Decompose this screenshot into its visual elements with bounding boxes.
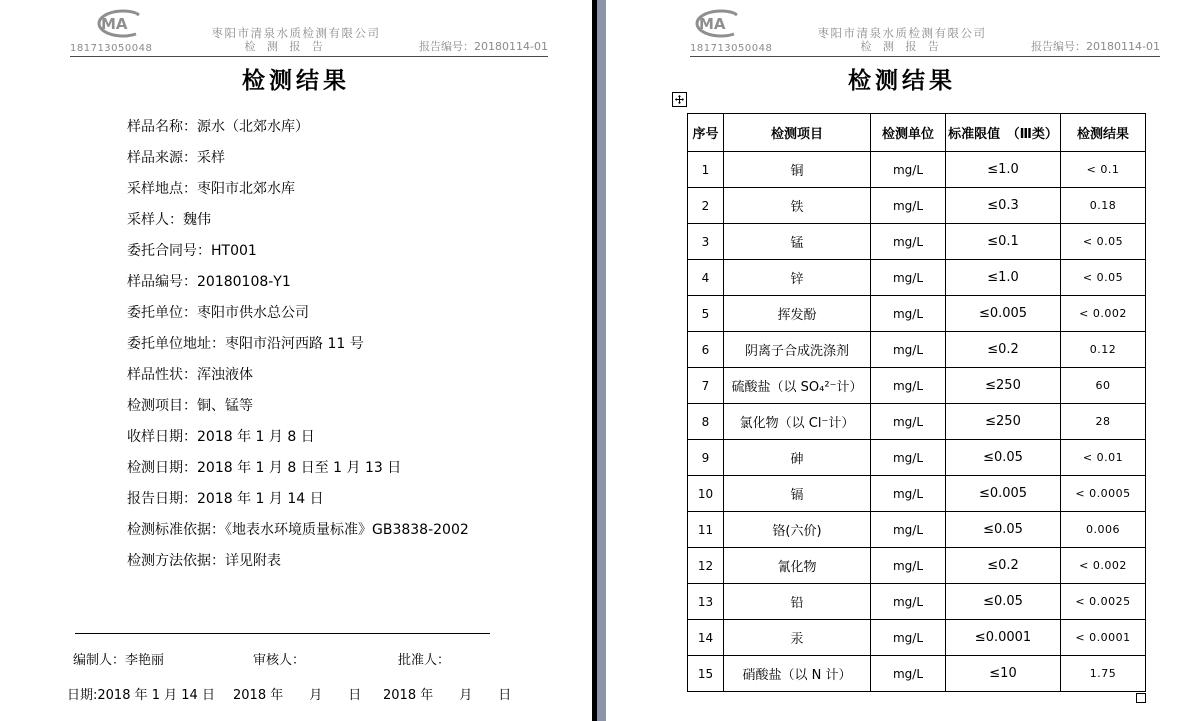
sample-info-line: 样品名称：源水（北郊水库）	[127, 119, 309, 135]
cell-unit: mg/L	[871, 512, 946, 548]
doc-type-label: 检 测 报 告	[244, 40, 327, 53]
approve-date-blank: 2018 年 月 日	[383, 688, 512, 703]
report-number: 报告编号：20180114-01	[1031, 40, 1160, 53]
cell-result: < 0.05	[1061, 260, 1146, 296]
cell-unit: mg/L	[871, 188, 946, 224]
cell-limit: ≤0.05	[946, 440, 1061, 476]
sample-info-line: 样品来源：采样	[127, 150, 225, 166]
table-row	[688, 512, 1146, 548]
cell-unit: mg/L	[871, 260, 946, 296]
review-date-blank: 2018 年 月 日	[233, 688, 362, 703]
cell-no: 9	[688, 440, 724, 476]
cell-no: 13	[688, 584, 724, 620]
cell-no: 2	[688, 188, 724, 224]
sample-info-line: 检测标准依据：《地表水环境质量标准》GB3838-2002	[127, 522, 469, 538]
cell-item: 锰	[724, 224, 871, 260]
cell-limit: ≤0.2	[946, 332, 1061, 368]
prepare-date: 日期:2018 年 1 月 14 日	[67, 688, 215, 703]
signature-divider	[75, 633, 490, 634]
cell-item: 锌	[724, 260, 871, 296]
table-row	[688, 332, 1146, 368]
approver-label: 批准人：	[398, 653, 451, 668]
accreditation-number: 181713050048	[690, 43, 773, 54]
col-header-unit: 检测单位	[871, 114, 946, 152]
cell-no: 10	[688, 476, 724, 512]
header-rule	[690, 38, 1160, 57]
cell-item: 氯化物（以 Cl⁻计）	[724, 404, 871, 440]
results-table	[687, 113, 1146, 692]
sample-info-list	[127, 112, 562, 577]
cell-unit: mg/L	[871, 368, 946, 404]
cell-unit: mg/L	[871, 296, 946, 332]
sample-info-line: 委托单位地址：枣阳市沿河西路 11 号	[127, 336, 364, 352]
cell-limit: ≤250	[946, 404, 1061, 440]
cell-limit: ≤0.05	[946, 584, 1061, 620]
sample-info-line: 样品性状：浑浊液体	[127, 367, 253, 383]
cell-item: 镉	[724, 476, 871, 512]
cell-limit: ≤10	[946, 656, 1061, 692]
cell-unit: mg/L	[871, 152, 946, 188]
move-icon	[675, 95, 684, 104]
page-title: 检测结果	[848, 68, 956, 94]
sample-info-line: 报告日期：2018 年 1 月 14 日	[127, 491, 324, 507]
table-row	[688, 188, 1146, 224]
cell-result: 0.12	[1061, 332, 1146, 368]
report-page-results	[606, 0, 1198, 721]
col-header-result: 检测结果	[1061, 114, 1146, 152]
page-title: 检测结果	[242, 68, 350, 94]
cell-unit: mg/L	[871, 476, 946, 512]
cell-result: < 0.01	[1061, 440, 1146, 476]
table-header-row	[688, 114, 1146, 152]
table-row	[688, 368, 1146, 404]
cell-unit: mg/L	[871, 404, 946, 440]
cell-item: 氰化物	[724, 548, 871, 584]
cell-limit: ≤0.1	[946, 224, 1061, 260]
company-name: 枣阳市清泉水质检测有限公司	[817, 26, 987, 40]
accreditation-number: 181713050048	[70, 43, 153, 54]
cell-item: 砷	[724, 440, 871, 476]
cell-item: 硝酸盐（以 N 计）	[724, 656, 871, 692]
cell-result: < 0.002	[1061, 296, 1146, 332]
table-row	[688, 404, 1146, 440]
table-row	[688, 440, 1146, 476]
cell-item: 汞	[724, 620, 871, 656]
cell-no: 12	[688, 548, 724, 584]
cell-result: < 0.05	[1061, 224, 1146, 260]
cell-item: 铬(六价)	[724, 512, 871, 548]
cell-unit: mg/L	[871, 224, 946, 260]
cell-limit: ≤1.0	[946, 260, 1061, 296]
cell-result: 0.006	[1061, 512, 1146, 548]
table-row	[688, 296, 1146, 332]
cell-no: 14	[688, 620, 724, 656]
reviewer-label: 审核人：	[253, 653, 306, 668]
cell-no: 8	[688, 404, 724, 440]
sample-info-line: 检测日期：2018 年 1 月 8 日至 1 月 13 日	[127, 460, 402, 476]
cell-item: 铜	[724, 152, 871, 188]
cell-no: 4	[688, 260, 724, 296]
col-header-no: 序号	[688, 114, 724, 152]
sample-info-line: 委托合同号：HT001	[127, 243, 257, 259]
doc-type-label: 检 测 报 告	[860, 40, 943, 53]
cell-no: 5	[688, 296, 724, 332]
report-number: 报告编号：20180114-01	[419, 40, 548, 53]
cell-item: 硫酸盐（以 SO₄²⁻计）	[724, 368, 871, 404]
col-header-limit: 标准限值 （Ⅲ类）	[946, 114, 1061, 152]
cell-no: 15	[688, 656, 724, 692]
table-move-handle[interactable]	[672, 92, 687, 107]
col-header-item: 检测项目	[724, 114, 871, 152]
table-row	[688, 224, 1146, 260]
cell-result: < 0.002	[1061, 548, 1146, 584]
cell-unit: mg/L	[871, 620, 946, 656]
cell-limit: ≤1.0	[946, 152, 1061, 188]
table-row	[688, 656, 1146, 692]
preparer-label: 编制人：李艳丽	[73, 653, 165, 668]
company-name: 枣阳市清泉水质检测有限公司	[211, 26, 381, 40]
cell-limit: ≤250	[946, 368, 1061, 404]
cell-no: 11	[688, 512, 724, 548]
sample-info-line: 检测项目：铜、锰等	[127, 398, 253, 414]
sample-info-line: 委托单位：枣阳市供水总公司	[127, 305, 309, 321]
cell-limit: ≤0.2	[946, 548, 1061, 584]
cell-unit: mg/L	[871, 332, 946, 368]
cell-no: 1	[688, 152, 724, 188]
sample-info-line: 样品编号：20180108-Y1	[127, 274, 291, 290]
sample-info-line: 检测方法依据：详见附表	[127, 553, 281, 569]
cell-result: 1.75	[1061, 656, 1146, 692]
header-rule	[70, 38, 548, 57]
cell-item: 铁	[724, 188, 871, 224]
sample-info-line: 收样日期：2018 年 1 月 8 日	[127, 429, 315, 445]
cell-result: < 0.1	[1061, 152, 1146, 188]
cell-unit: mg/L	[871, 548, 946, 584]
cell-item: 阴离子合成洗涤剂	[724, 332, 871, 368]
cell-result: 60	[1061, 368, 1146, 404]
cell-limit: ≤0.005	[946, 296, 1061, 332]
cell-unit: mg/L	[871, 584, 946, 620]
table-row	[688, 476, 1146, 512]
cell-limit: ≤0.0001	[946, 620, 1061, 656]
cell-unit: mg/L	[871, 656, 946, 692]
cell-no: 6	[688, 332, 724, 368]
cma-logo-text: MA	[101, 15, 128, 33]
cell-item: 挥发酚	[724, 296, 871, 332]
cell-result: < 0.0025	[1061, 584, 1146, 620]
cell-limit: ≤0.05	[946, 512, 1061, 548]
cell-result: < 0.0001	[1061, 620, 1146, 656]
table-row	[688, 260, 1146, 296]
page-divider	[597, 0, 606, 721]
sample-info-line: 采样人：魏伟	[127, 212, 211, 228]
cell-item: 铅	[724, 584, 871, 620]
cell-no: 3	[688, 224, 724, 260]
report-page-info	[0, 0, 592, 721]
table-row	[688, 152, 1146, 188]
table-row	[688, 620, 1146, 656]
cell-result: 0.18	[1061, 188, 1146, 224]
cma-logo-text: MA	[699, 15, 726, 33]
table-row	[688, 584, 1146, 620]
cell-no: 7	[688, 368, 724, 404]
sample-info-line: 采样地点：枣阳市北郊水库	[127, 181, 295, 197]
table-row	[688, 548, 1146, 584]
cell-result: 28	[1061, 404, 1146, 440]
cell-limit: ≤0.005	[946, 476, 1061, 512]
cell-unit: mg/L	[871, 440, 946, 476]
cell-result: < 0.0005	[1061, 476, 1146, 512]
cell-limit: ≤0.3	[946, 188, 1061, 224]
table-resize-handle[interactable]	[1136, 693, 1146, 703]
